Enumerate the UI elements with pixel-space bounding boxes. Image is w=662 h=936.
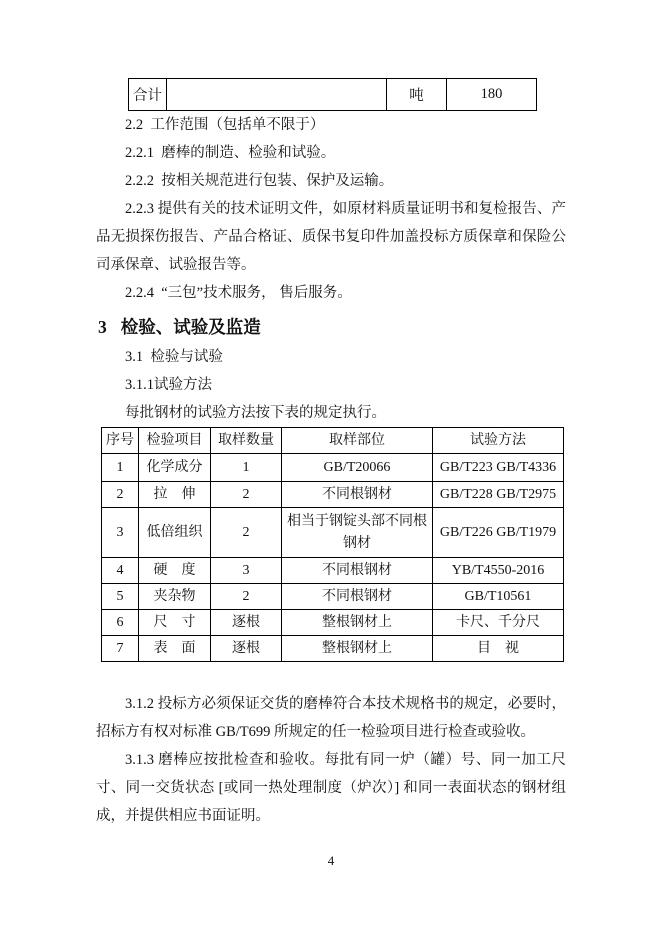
cell-location: 不同根钢材 <box>282 482 433 508</box>
item-2-2-1: 2.2.1 磨棒的制造、检验和试验。 <box>125 145 336 161</box>
cell-item: 表 面 <box>139 636 211 662</box>
item-2-2-2: 2.2.2 按相关规范进行包装、保护及运输。 <box>125 173 394 189</box>
cell-location: 整根钢材上 <box>282 636 433 662</box>
summary-blank-cell <box>167 79 387 111</box>
section-3-number: 3 <box>98 317 107 337</box>
col-header-method: 试验方法 <box>433 428 564 454</box>
cell-item: 尺 寸 <box>139 610 211 636</box>
cell-item: 夹杂物 <box>139 584 211 610</box>
cell-qty: 2 <box>211 508 282 558</box>
item-2-2-3: 2.2.3 提供有关的技术证明文件，如原材料质量证明书和复检报告、产品无损探伤报告、产品合格证、质保书复印件加盖投标方质保章和保险公司承保章、试验报告等。 <box>96 201 566 273</box>
table-row <box>102 482 564 508</box>
table-row <box>102 610 564 636</box>
cell-seq: 7 <box>102 636 139 662</box>
cell-method: 卡尺、千分尺 <box>433 610 564 636</box>
cell-item: 低倍组织 <box>139 508 211 558</box>
cell-qty: 1 <box>211 454 282 482</box>
cell-location: 不同根钢材 <box>282 584 433 610</box>
table-row <box>129 79 537 111</box>
section-3-title: 检验、试验及监造 <box>120 317 261 337</box>
table-row <box>102 636 564 662</box>
col-header-location: 取样部位 <box>282 428 433 454</box>
cell-seq: 1 <box>102 454 139 482</box>
cell-location: 不同根钢材 <box>282 558 433 584</box>
heading-3-1: 3.1 检验与试验 <box>125 349 223 365</box>
table-row <box>102 558 564 584</box>
table-row <box>102 584 564 610</box>
cell-method: GB/T226 GB/T1979 <box>433 508 564 558</box>
cell-location: 相当于钢锭头部不同根钢材 <box>282 508 433 558</box>
cell-method: GB/T10561 <box>433 584 564 610</box>
cell-method: 目 视 <box>433 636 564 662</box>
table-header-row <box>102 428 564 454</box>
test-table-intro: 每批钢材的试验方法按下表的规定执行。 <box>125 405 386 421</box>
col-header-seq: 序号 <box>102 428 139 454</box>
cell-seq: 3 <box>102 508 139 558</box>
cell-qty: 3 <box>211 558 282 584</box>
table-row <box>102 508 564 558</box>
heading-section-3 <box>96 311 566 343</box>
page-number: 4 <box>327 853 335 868</box>
summary-value-cell: 180 <box>447 79 537 111</box>
summary-unit-cell: 吨 <box>387 79 447 111</box>
cell-seq: 5 <box>102 584 139 610</box>
cell-method: YB/T4550-2016 <box>433 558 564 584</box>
cell-qty: 2 <box>211 584 282 610</box>
col-header-item: 检验项目 <box>139 428 211 454</box>
cell-qty: 逐根 <box>211 610 282 636</box>
cell-item: 拉 伸 <box>139 482 211 508</box>
cell-method: GB/T223 GB/T4336 <box>433 454 564 482</box>
cell-qty: 逐根 <box>211 636 282 662</box>
item-2-2-4: 2.2.4 “三包”技术服务， 售后服务。 <box>125 285 352 301</box>
cell-seq: 2 <box>102 482 139 508</box>
test-methods-table <box>101 427 564 662</box>
cell-item: 硬 度 <box>139 558 211 584</box>
cell-seq: 4 <box>102 558 139 584</box>
summary-label-cell: 合计 <box>129 79 167 111</box>
cell-item: 化学成分 <box>139 454 211 482</box>
item-3-1-2: 3.1.2 投标方必须保证交货的磨棒符合本技术规格书的规定，必要时，招标方有权对标准 GB/T699 所规定的任一检验项目进行检查或验收。 <box>96 696 566 740</box>
col-header-qty: 取样数量 <box>211 428 282 454</box>
summary-total-table <box>128 78 537 111</box>
cell-qty: 2 <box>211 482 282 508</box>
heading-3-1-1: 3.1.1试验方法 <box>125 377 212 393</box>
cell-location: 整根钢材上 <box>282 610 433 636</box>
table-row <box>102 454 564 482</box>
heading-2-2: 2.2 工作范围（包括单不限于） <box>125 117 325 133</box>
item-3-1-3: 3.1.3 磨棒应按批检查和验收。每批有同一炉（罐）号、同一加工尺寸、同一交货状态 [或同一热处理制度（炉次）] 和同一表面状态的钢材组成，并提供相应书面证明。 <box>96 752 566 824</box>
cell-method: GB/T228 GB/T2975 <box>433 482 564 508</box>
cell-location: GB/T20066 <box>282 454 433 482</box>
cell-seq: 6 <box>102 610 139 636</box>
